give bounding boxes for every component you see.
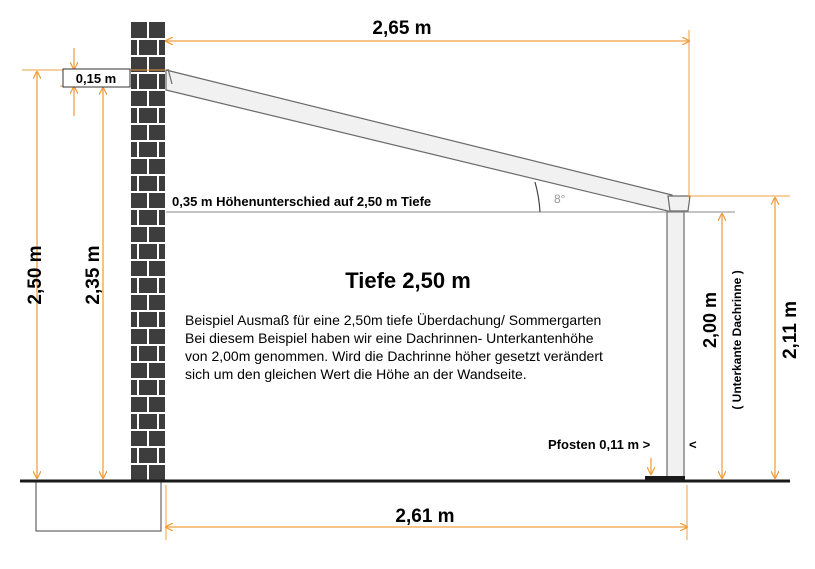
gutter-note-label: ( Unterkante Dachrinne ): [730, 270, 744, 410]
post-label: Pfosten 0,11 m >: [548, 437, 651, 452]
post-base-plate: [645, 476, 685, 481]
angle-arc: [535, 182, 540, 212]
description-line: von 2,00m genommen. Wird die Dachrinne höher gesetzt verändert: [185, 348, 603, 364]
description-line: sich um den gleichen Wert die Höhe an der Wandseite.: [185, 366, 527, 382]
wall-height-total-label: 2,50 m: [25, 245, 46, 305]
wall-height-inner-label: 2,35 m: [83, 245, 104, 305]
description-line: Beispiel Ausmaß für eine 2,50m tiefe Überdachung/ Sommergarten: [185, 312, 602, 328]
post-marker: <: [689, 437, 697, 452]
foundation-box: [36, 482, 161, 531]
gutter: [668, 196, 690, 211]
front-post: [667, 212, 684, 478]
front-height-total-label: 2,11 m: [780, 300, 801, 360]
height-difference-label: 0,35 m Höhenunterschied auf 2,50 m Tiefe: [172, 194, 432, 209]
diagram-title: Tiefe 2,50 m: [345, 268, 471, 293]
brick-wall: [131, 22, 165, 480]
roof-rafter: [166, 70, 672, 212]
depth-top-label: 2,65 m: [372, 18, 432, 39]
description: [185, 311, 603, 382]
rafter-thickness-label: 0,15 m: [75, 71, 117, 86]
description-line: Bei diesem Beispiel haben wir eine Dachrinnen- Unterkantenhöhe: [185, 330, 594, 346]
angle-label: 8°: [554, 192, 566, 206]
depth-bottom-label: 2,61 m: [395, 506, 455, 527]
front-height-gutter-label: 2,00 m: [700, 291, 720, 349]
rafter-thickness-box: [63, 69, 130, 87]
